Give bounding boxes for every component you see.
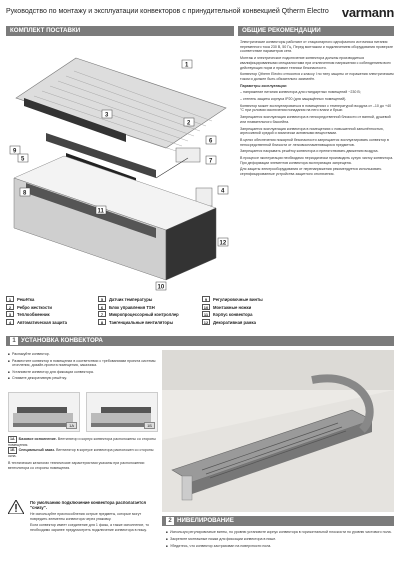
legend-item <box>202 319 263 327</box>
gen-paragraph: – степень защиты корпуса IP20 (для защищённых помещений). <box>240 97 347 102</box>
gen-paragraph: Конвектор может эксплуатироваться в помещениях с температурой воздуха от –10 до +40 °С при условии исключения попадания на него влаги и брызг. <box>240 103 392 113</box>
legend-label: Автоматическая защита <box>17 319 67 325</box>
section-general-title <box>238 26 394 36</box>
gen-paragraph: Запрещается эксплуатация конвектора в непосредственной близости от ванной, душевой или плавательного бассейна. <box>240 115 391 124</box>
legend-label: Декоративная рамка <box>213 319 256 325</box>
gen-paragraph: Для защиты электрооборудования от перенапряжения рекомендуется использовать сертифицированные устройства защитного отключения. <box>240 167 382 177</box>
type-title: Специальный заказ. <box>18 448 56 453</box>
legend-column <box>202 296 263 326</box>
install-variant-images <box>8 392 158 432</box>
legend-item <box>6 304 67 312</box>
legend-label: Датчик температуры <box>109 297 153 302</box>
section-level-label: НИВЕЛИРОВАНИЕ <box>177 517 234 524</box>
gen-paragraph: Монтаж и электрическое подключение конвектора должны производиться квалифицированными специалистами при отключенном напряжении с соблюдением всех действующих норм и правил техники безопасности. <box>240 56 391 70</box>
legend-label: Микропроцессорный контроллер <box>109 312 179 317</box>
legend-num: 8 <box>98 319 106 325</box>
legend-item <box>202 304 263 312</box>
section-number: 2 <box>166 517 174 525</box>
level-step: ■ Закрепите монтажные ножки для фиксации конвектора в нише. <box>166 537 392 542</box>
legend-num: 1 <box>6 296 14 302</box>
svg-text:10: 10 <box>157 284 165 291</box>
svg-text:5: 5 <box>21 156 25 163</box>
section-kit-label: КОМПЛЕКТ ПОСТАВКИ <box>10 27 81 34</box>
legend-num: 7 <box>98 311 106 317</box>
exploded-diagram <box>6 38 236 294</box>
type-tag: 1Б <box>10 448 15 453</box>
legend-label: Блок управления TSH <box>109 304 155 310</box>
legend-column <box>6 296 67 326</box>
legend-label: Решётка <box>17 297 35 302</box>
level-step: ■ Убедитесь, что конвектор застрахован на поверхности пола. <box>166 544 392 549</box>
type-1b <box>8 447 158 458</box>
legend-num: 5 <box>98 296 106 302</box>
install-step: ■ Разместите конвектор в помещении в соответствии с требованиями проекта системы отопления, дизайн-проекта помещения, заказчика. <box>8 359 158 368</box>
type-title: Базовое исполнение. <box>18 437 57 441</box>
install-step: ■ Распакуйте конвектор. <box>8 352 158 357</box>
legend-num: 12 <box>203 319 209 325</box>
gen-params-title: Параметры эксплуатации: <box>240 83 288 88</box>
svg-text:3: 3 <box>105 112 109 119</box>
warning-text: Не используйте приспособления острые предметы, которые могут повредить элементы конвектора через упаковку. <box>30 512 142 521</box>
legend-item <box>98 319 179 327</box>
warning-title: По умолчанию подключение конвектора располагается "снизу". <box>30 500 146 510</box>
svg-text:9: 9 <box>13 148 17 155</box>
section-general-label: ОБЩИЕ РЕКОМЕНДАЦИИ <box>242 27 321 34</box>
legend-item <box>202 296 263 304</box>
legend-label: Ребро жесткости <box>17 304 52 310</box>
warning-icon <box>8 500 24 514</box>
legend-column <box>98 296 179 326</box>
level-step: ■ Используя регулировочные винты, по уровню установите корпус конвектора в горизонтальной плоскости по уровню чистового пола. <box>166 530 392 535</box>
legend-label: Монтажные ножки <box>213 304 252 310</box>
legend-label: Тангенциальные вентиляторы <box>109 319 174 325</box>
legend-label: Корпус конвектора <box>213 312 253 317</box>
legend-num: 3 <box>6 311 14 317</box>
convector-body-illustration <box>14 156 216 280</box>
gen-paragraph: Конвектор Qtherm Electro относится к классу I по типу защиты от поражения электрическим током и должен быть обязательно заземлён. <box>240 72 394 81</box>
install-step: ■ Снимите декоративную решётку. <box>8 376 158 381</box>
legend-label: Регулировочные винты <box>213 297 263 302</box>
install-steps <box>8 352 158 383</box>
doc-title: Руководство по монтажу и эксплуатации конвекторов с принудительной конвекцией Qtherm Electro <box>6 8 329 15</box>
gen-paragraph: В процессе эксплуатации необходимо периодически производить сухую чистку конвектора. При деформации элементов конвектора эксплуатация запрещена. <box>240 156 394 165</box>
section-install-label: УСТАНОВКА КОНВЕКТОРА <box>21 337 103 344</box>
legend-item <box>202 311 263 319</box>
level-steps <box>166 530 392 550</box>
svg-text:1: 1 <box>185 62 189 69</box>
installation-photo <box>162 350 394 512</box>
page-header <box>6 6 394 20</box>
install-step: ■ Установите конвектор для фиксации конвектора. <box>8 370 158 375</box>
variant-tag: 1Б <box>144 422 155 429</box>
brand-logo: varmann <box>341 5 394 20</box>
type-desc: Вентилятор и корпус конвектора расположены со стороны помещения. <box>8 437 156 447</box>
svg-text:2: 2 <box>187 120 191 127</box>
legend-num: 6 <box>98 304 106 310</box>
svg-text:6: 6 <box>209 138 213 145</box>
variant-tag: 1А <box>66 422 77 429</box>
section-level-title <box>162 516 394 526</box>
parts-legend <box>6 296 394 328</box>
install-types <box>8 436 158 471</box>
general-recommendations-text <box>240 40 394 298</box>
variant-image-1a <box>8 392 80 432</box>
gen-paragraph: В целях обеспечения пожарной безопасности запрещается эксплуатировать конвектор в непосредственной близости от легковоспламеняющихся предметов. <box>240 137 389 147</box>
svg-text:12: 12 <box>219 240 227 247</box>
svg-text:4: 4 <box>221 188 225 195</box>
legend-label: Теплообменник <box>17 312 50 317</box>
legend-item <box>98 311 179 319</box>
legend-item <box>6 311 67 319</box>
warning-block <box>8 500 158 560</box>
legend-num: 4 <box>6 319 14 325</box>
gen-paragraph: Электрические конвекторы работают от стационарного однофазного источника питания переменного тока 230 В, 50 Гц. Перед монтажом и подключением оборудования проверьте соответствие параметров сети. <box>240 40 393 54</box>
warning-text: Если конвектор имеет соединение для 1 фазы, а также исполнение, то необходимо заранее предусмотреть подключение конвектора в нишу. <box>30 523 149 532</box>
gen-paragraph: Запрещается эксплуатация конвектора в помещениях с повышенной запылённостью, агрессивной средой и химически активными веществами. <box>240 126 384 136</box>
legend-item <box>6 319 67 327</box>
type-tag: 1А <box>10 437 15 441</box>
legend-item <box>98 304 179 312</box>
legend-item <box>98 296 179 304</box>
svg-text:8: 8 <box>23 190 27 197</box>
legend-num: 9 <box>202 296 210 302</box>
section-kit-title <box>6 26 234 36</box>
types-note: В технических каталогах технические характеристики указаны при расположении вентилятора со стороны помещения. <box>8 461 145 470</box>
svg-text:11: 11 <box>97 208 104 215</box>
section-install-title <box>6 336 394 346</box>
gen-paragraph: Запрещается накрывать решётку конвектора и препятствовать движению воздуха. <box>240 149 379 154</box>
legend-item <box>6 296 67 304</box>
legend-num: 2 <box>6 304 14 310</box>
type-desc: Вентилятор в корпусе конвектора расположен со стороны окна. <box>8 448 154 458</box>
section-number: 1 <box>10 337 18 345</box>
type-1a <box>8 436 158 447</box>
legend-num: 10 <box>203 304 209 310</box>
svg-text:7: 7 <box>209 158 213 165</box>
variant-image-1b <box>86 392 158 432</box>
warning-body <box>30 512 158 534</box>
legend-num: 11 <box>203 312 209 317</box>
gen-paragraph: – напряжение питания конвектора для стандартных помещений ~230 В; <box>240 90 361 95</box>
